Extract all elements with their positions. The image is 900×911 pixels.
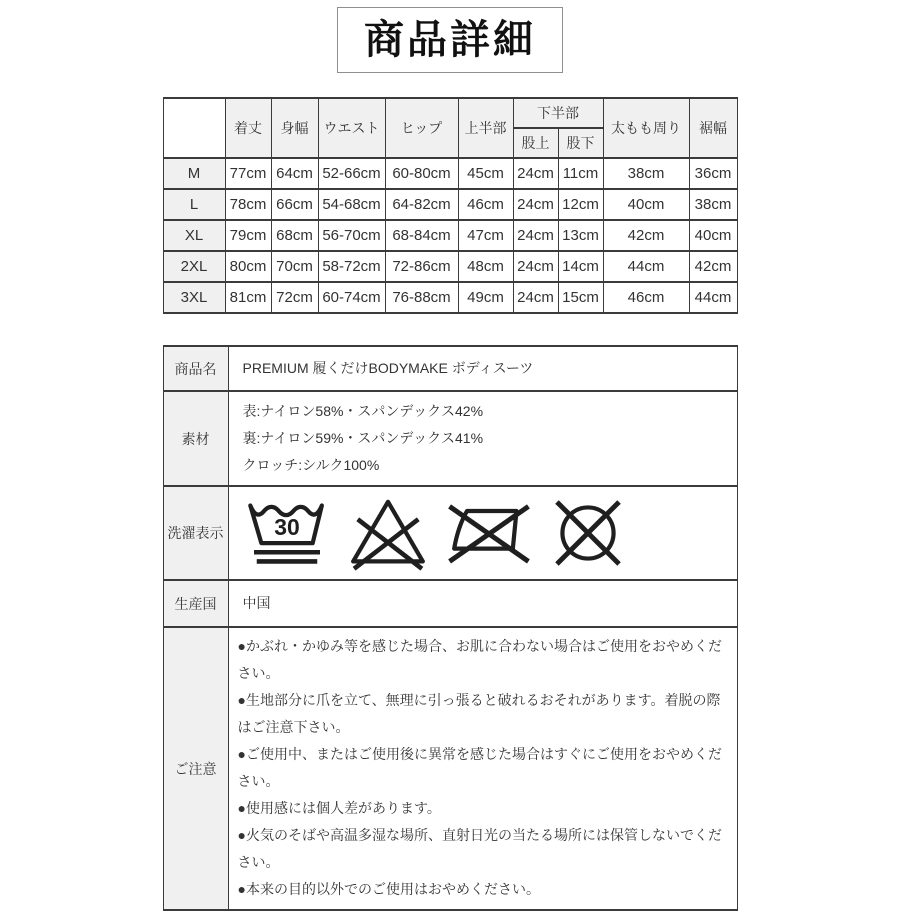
size-row-l — [163, 189, 737, 220]
material-line: クロッチ:シルク100% — [242, 457, 380, 473]
size-cell: 13cm — [558, 220, 603, 251]
size-cell: 70cm — [271, 251, 318, 282]
product-name-row — [163, 346, 737, 391]
do-not-dry-clean-icon — [546, 495, 630, 571]
size-cell: 40cm — [689, 220, 737, 251]
size-cell: 64-82cm — [385, 189, 458, 220]
do-not-iron-icon — [445, 495, 533, 571]
size-label: 3XL — [163, 282, 225, 313]
size-label: L — [163, 189, 225, 220]
wash-temp-value: 30 — [273, 513, 300, 540]
col-header-hip: ヒップ — [385, 98, 458, 158]
caution-list — [228, 627, 737, 910]
size-cell: 42cm — [689, 251, 737, 282]
size-cell: 36cm — [689, 158, 737, 189]
size-row-3xl — [163, 282, 737, 313]
size-cell: 15cm — [558, 282, 603, 313]
product-name-label: 商品名 — [163, 346, 228, 391]
size-cell: 52-66cm — [318, 158, 385, 189]
size-chart-table — [163, 97, 738, 314]
size-cell: 46cm — [458, 189, 513, 220]
material-line: 裏:ナイロン59%・スパンデックス41% — [242, 430, 484, 446]
size-cell: 76-88cm — [385, 282, 458, 313]
material-line: 表:ナイロン58%・スパンデックス42% — [242, 403, 484, 419]
col-header-lower: 下半部 — [513, 98, 603, 128]
size-cell: 24cm — [513, 282, 558, 313]
size-cell: 12cm — [558, 189, 603, 220]
material-label: 素材 — [163, 391, 228, 486]
size-row-2xl — [163, 251, 737, 282]
size-cell: 58-72cm — [318, 251, 385, 282]
size-row-m — [163, 158, 737, 189]
size-cell: 60-74cm — [318, 282, 385, 313]
size-cell: 44cm — [689, 282, 737, 313]
size-label: 2XL — [163, 251, 225, 282]
size-cell: 54-68cm — [318, 189, 385, 220]
size-cell: 64cm — [271, 158, 318, 189]
col-header-thigh: 太もも周り — [603, 98, 689, 158]
size-cell: 24cm — [513, 251, 558, 282]
caution-item: ●ご使用中、またはご使用後に異常を感じた場合はすぐにご使用をおやめください。 — [237, 746, 722, 789]
caution-item: ●使用感には個人差があります。 — [237, 800, 441, 816]
caution-item: ●かぶれ・かゆみ等を感じた場合、お肌に合わない場合はご使用をおやめください。 — [237, 638, 722, 681]
size-cell: 24cm — [513, 220, 558, 251]
title-area — [0, 0, 900, 73]
size-cell: 66cm — [271, 189, 318, 220]
origin-value: 中国 — [228, 580, 737, 627]
wash-30-very-gentle-icon — [243, 495, 331, 571]
col-header-width: 身幅 — [271, 98, 318, 158]
size-cell: 14cm — [558, 251, 603, 282]
size-cell: 38cm — [603, 158, 689, 189]
size-cell: 68cm — [271, 220, 318, 251]
size-cell: 45cm — [458, 158, 513, 189]
care-symbols — [228, 486, 737, 580]
product-info-table — [163, 345, 738, 911]
origin-label: 生産国 — [163, 580, 228, 627]
size-label: M — [163, 158, 225, 189]
size-cell: 80cm — [225, 251, 271, 282]
size-cell: 60-80cm — [385, 158, 458, 189]
size-cell: 38cm — [689, 189, 737, 220]
size-label: XL — [163, 220, 225, 251]
page-title-text: 商品詳細 — [364, 17, 536, 62]
col-header-inseam: 股下 — [558, 128, 603, 158]
col-header-rise: 股上 — [513, 128, 558, 158]
size-cell: 81cm — [225, 282, 271, 313]
size-cell: 79cm — [225, 220, 271, 251]
size-cell: 46cm — [603, 282, 689, 313]
size-header-row — [163, 98, 737, 128]
size-cell: 24cm — [513, 158, 558, 189]
size-cell: 44cm — [603, 251, 689, 282]
caution-row — [163, 627, 737, 910]
caution-label: ご注意 — [163, 627, 228, 910]
size-cell: 11cm — [558, 158, 603, 189]
size-cell: 47cm — [458, 220, 513, 251]
care-label: 洗濯表示 — [163, 486, 228, 580]
col-header-hem: 裾幅 — [689, 98, 737, 158]
caution-item: ●火気のそばや高温多湿な場所、直射日光の当たる場所には保管しないでください。 — [237, 827, 722, 870]
size-row-xl — [163, 220, 737, 251]
product-name-value: PREMIUM 履くだけBODYMAKE ボディスーツ — [228, 346, 737, 391]
origin-row — [163, 580, 737, 627]
do-not-bleach-icon — [344, 495, 432, 571]
caution-item: ●本来の目的以外でのご使用はおやめください。 — [237, 881, 540, 897]
size-cell: 77cm — [225, 158, 271, 189]
size-cell: 40cm — [603, 189, 689, 220]
caution-item: ●生地部分に爪を立て、無理に引っ張ると破れるおそれがあります。着脱の際はご注意下さい。 — [237, 692, 721, 735]
size-cell: 48cm — [458, 251, 513, 282]
col-header-upper: 上半部 — [458, 98, 513, 158]
material-value — [228, 391, 737, 486]
material-row — [163, 391, 737, 486]
size-cell: 72cm — [271, 282, 318, 313]
col-header-length: 着丈 — [225, 98, 271, 158]
corner-cell — [163, 98, 225, 158]
page-title — [337, 7, 563, 73]
size-cell: 68-84cm — [385, 220, 458, 251]
size-cell: 42cm — [603, 220, 689, 251]
size-cell: 24cm — [513, 189, 558, 220]
size-cell: 49cm — [458, 282, 513, 313]
size-cell: 56-70cm — [318, 220, 385, 251]
size-cell: 72-86cm — [385, 251, 458, 282]
care-symbols-row — [163, 486, 737, 580]
col-header-waist: ウエスト — [318, 98, 385, 158]
size-cell: 78cm — [225, 189, 271, 220]
